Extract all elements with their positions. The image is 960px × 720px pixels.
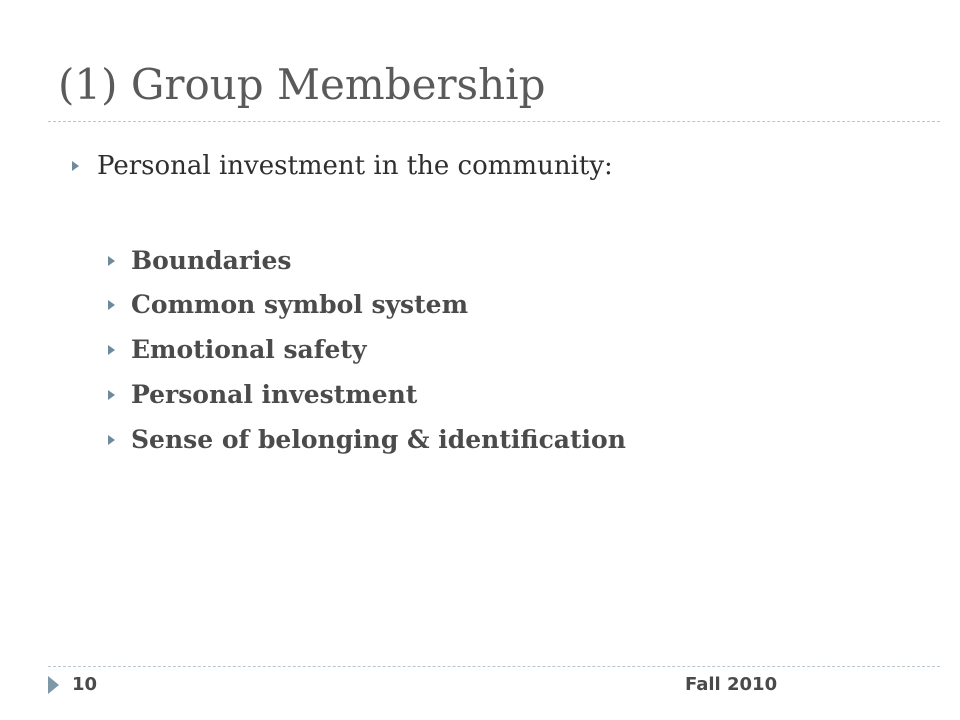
bullet-arrow-icon bbox=[108, 256, 115, 266]
sub-bullet-item bbox=[108, 425, 626, 454]
bullet-arrow-icon bbox=[108, 435, 115, 445]
bullet-item-main bbox=[72, 151, 613, 181]
footer-triangle-icon bbox=[48, 676, 59, 694]
title-divider bbox=[48, 121, 940, 122]
sub-bullet-item bbox=[108, 335, 367, 364]
sub-bullet-text: Sense of belonging & identification bbox=[131, 425, 626, 454]
sub-bullet-item bbox=[108, 380, 417, 409]
footer-divider bbox=[48, 666, 940, 667]
sub-bullet-text: Boundaries bbox=[131, 246, 292, 275]
slide-title: (1) Group Membership bbox=[58, 60, 546, 109]
sub-bullet-item bbox=[108, 290, 468, 319]
bullet-arrow-icon bbox=[108, 300, 115, 310]
bullet-text: Personal investment in the community: bbox=[97, 151, 613, 181]
page-number: 10 bbox=[72, 674, 98, 695]
bullet-arrow-icon bbox=[72, 161, 79, 171]
sub-bullet-text: Common symbol system bbox=[131, 290, 469, 319]
sub-bullet-item bbox=[108, 246, 292, 275]
footer-date: Fall 2010 bbox=[685, 674, 778, 695]
sub-bullet-text: Emotional safety bbox=[131, 335, 367, 364]
bullet-arrow-icon bbox=[108, 345, 115, 355]
sub-bullet-text: Personal investment bbox=[131, 380, 418, 409]
bullet-arrow-icon bbox=[108, 390, 115, 400]
